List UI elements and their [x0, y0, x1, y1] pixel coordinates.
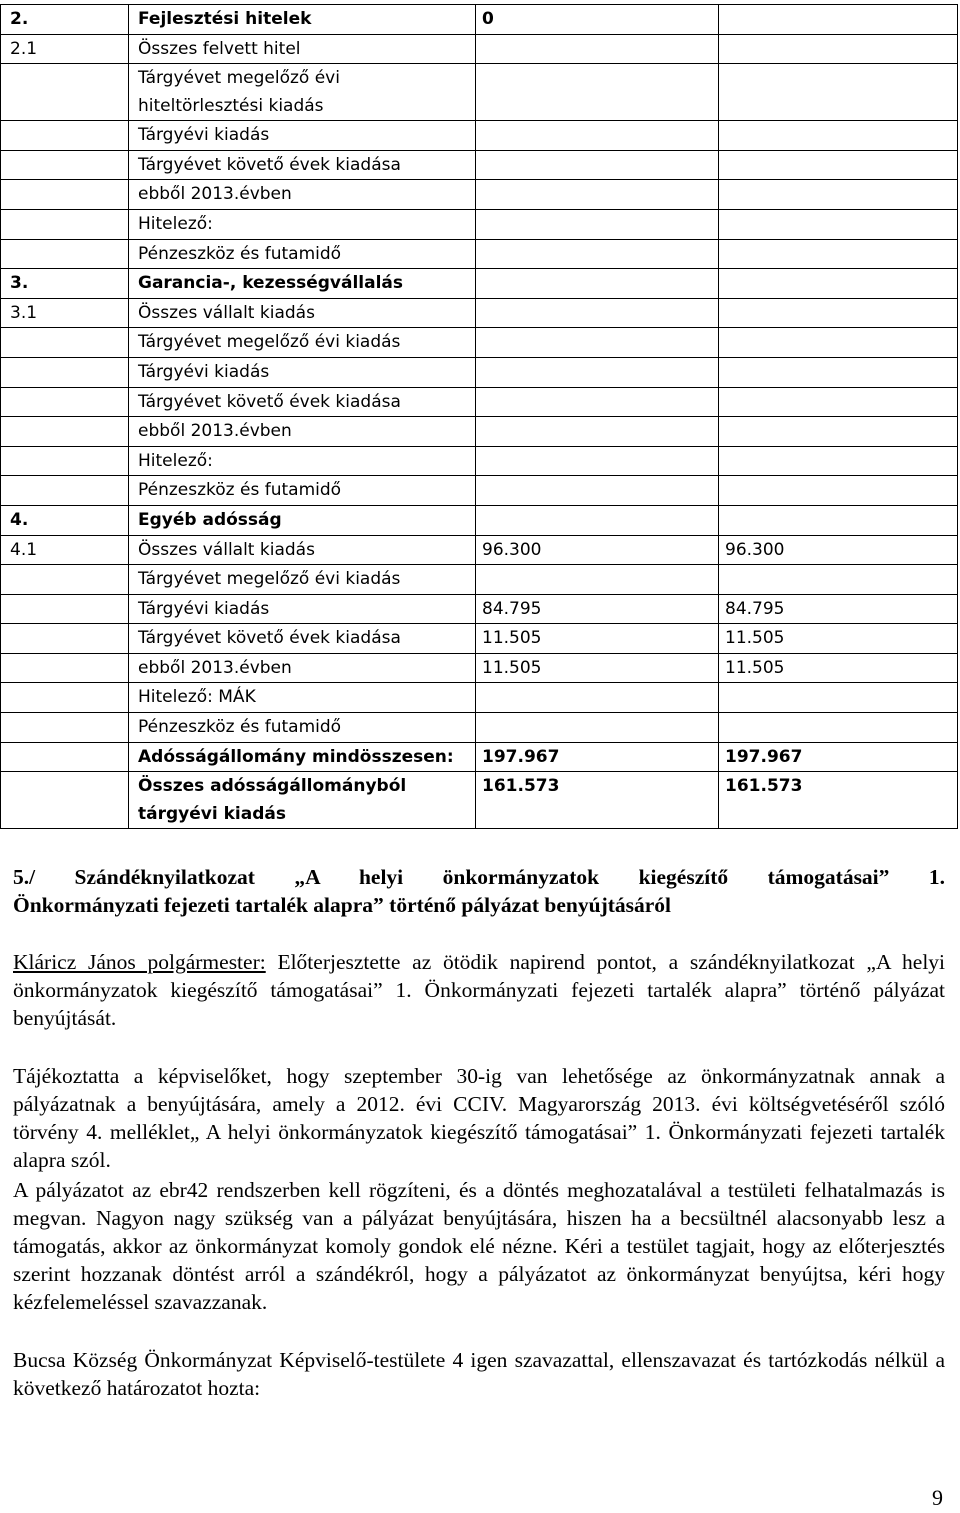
- row-value-1: [476, 239, 719, 269]
- row-value-2: [719, 209, 958, 239]
- row-value-2: [719, 446, 958, 476]
- section-heading: [13, 863, 945, 919]
- row-value-2: 96.300: [719, 535, 958, 565]
- paragraph-3-text: A pályázatot az ebr42 rendszerben kell rögzíteni, és a döntés meghozatalával a testületi felhatalmazás is megvan. Nagyon nagy szükség van a pályázat benyújtására, hiszen ha a becsültnél alacsonyabb lesz a támogatás, akkor az önkormányzat komoly gondok elé nézne. Kéri a testület tagjait, hogy az előterjesztés szerint hozzanak döntést arról a szándékról, hogy a pályázatot az önkormányzat benyújtsa, kéri hogy kézfelemeléssel szavazzanak.: [13, 1178, 945, 1314]
- row-number: [1, 180, 129, 210]
- row-value-1: [476, 446, 719, 476]
- row-label: Tárgyévi kiadás: [129, 357, 476, 387]
- row-label: Hitelező:: [129, 446, 476, 476]
- row-value-2: [719, 476, 958, 506]
- row-value-2: 84.795: [719, 594, 958, 624]
- row-number: 2.1: [1, 34, 129, 64]
- paragraph-3: [13, 1176, 945, 1316]
- table-row: [1, 683, 958, 713]
- row-label: Pénzeszköz és futamidő: [129, 476, 476, 506]
- row-label: Garancia-, kezességvállalás: [129, 269, 476, 299]
- row-number: [1, 417, 129, 447]
- row-value-1: [476, 34, 719, 64]
- row-number: [1, 209, 129, 239]
- paragraph-1: [13, 948, 945, 1032]
- row-value-2: [719, 298, 958, 328]
- row-value-2: [719, 64, 958, 121]
- row-value-2: [719, 328, 958, 358]
- row-label: ebből 2013.évben: [129, 180, 476, 210]
- table-row: [1, 772, 958, 829]
- row-label: Pénzeszköz és futamidő: [129, 713, 476, 743]
- table-row: [1, 387, 958, 417]
- paragraph-1-text: Előterjesztette az ötödik napirend pontot, a szándéknyilatkozat „A helyi önkormányzatok kiegészítő támogatásai” 1. Önkormányzati fejezeti tartalék alapra” történő pályázat benyújtását.: [13, 950, 946, 1030]
- row-value-1: [476, 565, 719, 595]
- paragraph-2-text: Tájékoztatta a képviselőket, hogy szeptember 30-ig van lehetősége az önkormányzatnak annak a pályázatnak a benyújtására, amely a 2012. évi CCIV. Magyarország 2013. évi költségvetéséről szóló törvény 4. melléklet„ A helyi önkormányzatok kiegészítő támogatásai” 1. Önkormányzati fejezeti tartalék alapra szól.: [13, 1064, 945, 1172]
- table-row: [1, 357, 958, 387]
- row-value-1: [476, 357, 719, 387]
- row-value-2: [719, 180, 958, 210]
- row-label: Tárgyévet követő évek kiadása: [129, 387, 476, 417]
- row-value-1: [476, 150, 719, 180]
- row-value-1: 11.505: [476, 653, 719, 683]
- row-number: 3.1: [1, 298, 129, 328]
- row-value-1: 96.300: [476, 535, 719, 565]
- row-value-2: [719, 5, 958, 35]
- row-label: Összes felvett hitel: [129, 34, 476, 64]
- table-row: [1, 269, 958, 299]
- section-heading-line1: 5./ Szándéknyilatkozat „A helyi önkormányzatok kiegészítő támogatásai” 1.: [13, 865, 945, 889]
- table-row: [1, 624, 958, 654]
- row-value-1: [476, 269, 719, 299]
- row-value-2: 197.967: [719, 742, 958, 772]
- row-label: Tárgyévet megelőző évi kiadás: [129, 328, 476, 358]
- row-label: Adósságállomány mindösszesen:: [129, 742, 476, 772]
- row-value-1: [476, 683, 719, 713]
- row-value-1: [476, 180, 719, 210]
- row-value-1: 84.795: [476, 594, 719, 624]
- row-number: 3.: [1, 269, 129, 299]
- row-number: [1, 387, 129, 417]
- row-number: [1, 772, 129, 829]
- row-value-2: [719, 565, 958, 595]
- row-label: Tárgyévet követő évek kiadása: [129, 624, 476, 654]
- row-value-2: [719, 121, 958, 151]
- row-value-1: [476, 476, 719, 506]
- row-value-1: 11.505: [476, 624, 719, 654]
- row-value-2: [719, 387, 958, 417]
- table-row: [1, 565, 958, 595]
- row-label: Összes vállalt kiadás: [129, 298, 476, 328]
- table-row: [1, 5, 958, 35]
- table-row: [1, 505, 958, 535]
- row-value-2: [719, 505, 958, 535]
- row-number: [1, 713, 129, 743]
- row-value-1: [476, 505, 719, 535]
- table-row: [1, 298, 958, 328]
- row-value-1: [476, 713, 719, 743]
- row-number: [1, 328, 129, 358]
- row-label: Fejlesztési hitelek: [129, 5, 476, 35]
- row-number: [1, 594, 129, 624]
- row-label: Tárgyévet követő évek kiadása: [129, 150, 476, 180]
- row-value-2: [719, 713, 958, 743]
- row-value-1: [476, 417, 719, 447]
- row-number: [1, 239, 129, 269]
- table-row: [1, 742, 958, 772]
- table-row: [1, 64, 958, 121]
- row-value-1: [476, 64, 719, 121]
- row-label: ebből 2013.évben: [129, 417, 476, 447]
- table-row: [1, 535, 958, 565]
- row-label: Tárgyévi kiadás: [129, 121, 476, 151]
- row-label: Hitelező:: [129, 209, 476, 239]
- row-value-1: 161.573: [476, 772, 719, 829]
- row-label: Összes vállalt kiadás: [129, 535, 476, 565]
- row-value-1: [476, 387, 719, 417]
- row-number: [1, 121, 129, 151]
- table-row: [1, 209, 958, 239]
- row-number: [1, 653, 129, 683]
- row-value-1: 197.967: [476, 742, 719, 772]
- table-row: [1, 239, 958, 269]
- row-number: [1, 357, 129, 387]
- section-heading-line2: Önkormányzati fejezeti tartalék alapra” történő pályázat benyújtásáról: [13, 893, 672, 917]
- row-label: Tárgyévet megelőző évi kiadás: [129, 565, 476, 595]
- row-value-2: [719, 269, 958, 299]
- row-value-1: [476, 328, 719, 358]
- row-value-1: [476, 121, 719, 151]
- table-row: [1, 446, 958, 476]
- row-value-2: [719, 683, 958, 713]
- row-number: [1, 446, 129, 476]
- row-value-2: 11.505: [719, 624, 958, 654]
- table-row: [1, 417, 958, 447]
- table-row: [1, 34, 958, 64]
- row-label: Összes adósságállományból tárgyévi kiadás: [129, 772, 476, 829]
- row-label: Tárgyévet megelőző évi hiteltörlesztési kiadás: [129, 64, 476, 121]
- row-number: 4.: [1, 505, 129, 535]
- table-row: [1, 180, 958, 210]
- row-label: Pénzeszköz és futamidő: [129, 239, 476, 269]
- table-row: [1, 150, 958, 180]
- row-number: [1, 624, 129, 654]
- table-row: [1, 121, 958, 151]
- row-value-2: [719, 150, 958, 180]
- row-number: [1, 150, 129, 180]
- table-row: [1, 653, 958, 683]
- debt-table: [0, 4, 958, 829]
- row-number: 4.1: [1, 535, 129, 565]
- paragraph-2: [13, 1062, 945, 1174]
- row-label: Tárgyévi kiadás: [129, 594, 476, 624]
- row-value-2: 161.573: [719, 772, 958, 829]
- row-value-2: [719, 239, 958, 269]
- table-row: [1, 594, 958, 624]
- row-number: [1, 683, 129, 713]
- row-number: [1, 565, 129, 595]
- table-row: [1, 328, 958, 358]
- row-number: [1, 476, 129, 506]
- row-value-2: 11.505: [719, 653, 958, 683]
- row-number: [1, 64, 129, 121]
- row-value-2: [719, 34, 958, 64]
- row-value-1: [476, 298, 719, 328]
- row-label: ebből 2013.évben: [129, 653, 476, 683]
- debt-table-body: [1, 5, 958, 829]
- row-number: [1, 742, 129, 772]
- row-label: Hitelező: MÁK: [129, 683, 476, 713]
- row-number: 2.: [1, 5, 129, 35]
- table-row: [1, 713, 958, 743]
- paragraph-4: [13, 1346, 945, 1402]
- row-value-2: [719, 357, 958, 387]
- paragraph-4-text: Bucsa Község Önkormányzat Képviselő-testülete 4 igen szavazattal, ellenszavazat és tartózkodás nélkül a következő határozatot hozta:: [13, 1348, 945, 1400]
- row-value-2: [719, 417, 958, 447]
- speaker-name: Kláricz János polgármester:: [13, 950, 266, 974]
- row-value-1: [476, 209, 719, 239]
- row-value-1: 0: [476, 5, 719, 35]
- row-label: Egyéb adósság: [129, 505, 476, 535]
- table-row: [1, 476, 958, 506]
- page-number: 9: [932, 1485, 943, 1510]
